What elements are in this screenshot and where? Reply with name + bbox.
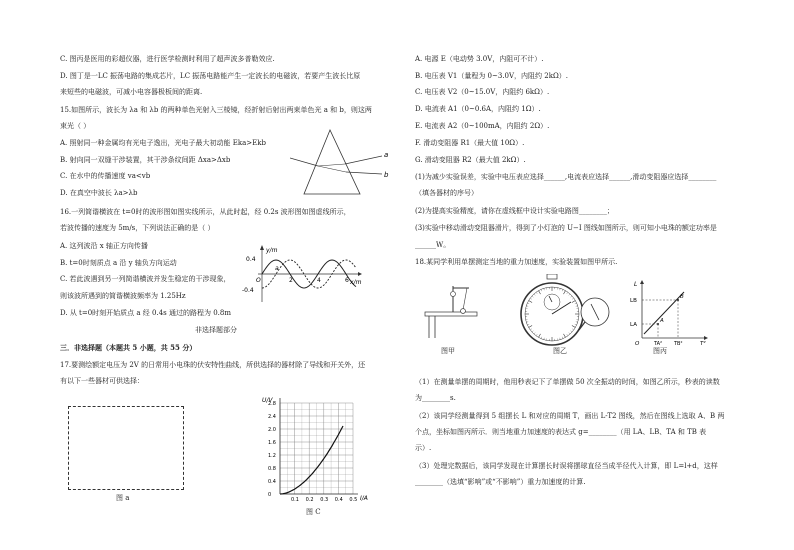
pendulum-bob <box>461 309 466 314</box>
q17-sub1: (1)为减少实验误差，实验中电压表应选择______,电流表应选择______,滑动变阻器应选择________ <box>415 173 717 181</box>
wave-origin: O <box>256 277 261 284</box>
equip-a: A. 电源 E（电动势 3.0V，内阻可不计）. <box>415 55 544 63</box>
ray-b <box>346 172 382 174</box>
equip-b: B. 电压表 V1（量程为 0~3.0V，内阻约 2kΩ）. <box>415 72 569 80</box>
stopwatch-crown <box>547 274 557 279</box>
iv-y-tick: 2.8 <box>268 401 276 407</box>
iv-x-tick: 0.2 <box>305 497 314 503</box>
q17-sub2: (2)为提高实验精度，请你在虚线框中设计实验电路图________； <box>415 207 614 215</box>
q15-stem: 15.如图所示，波长为 λa 和 λb 的两种单色光射入三棱镜，经折射后射出两束单色光 a 和 b，则这两 <box>60 106 372 114</box>
equip-g: G. 滑动变阻器 R2（最大值 2kΩ）. <box>415 156 526 164</box>
lt-line <box>644 292 684 334</box>
q18-sub1: （1）在测量单摆的周期时，他用秒表记下了单摆做 50 次全振动的时间，如图乙所示，秒表的读数 <box>415 378 720 386</box>
q15-option-d: D. 在真空中波长 λa>λb <box>60 189 138 197</box>
q16-stem-cont: 若波传播的速度为 5m/s，下列说法正确的是（ ） <box>60 224 215 232</box>
q18-stem: 18.某同学利用单摆测定当地的重力加速度，实验装置如图甲所示. <box>415 258 618 266</box>
lt-tb: TB² <box>674 341 683 347</box>
lt-lb: LB <box>630 298 637 304</box>
lt-x-label: T² <box>700 341 706 347</box>
lt-la: LA <box>630 322 637 328</box>
iv-graph <box>260 396 370 516</box>
q18-sub3-cont: ________（选填“影响”或“不影响”）重力加速度的计算. <box>415 478 586 486</box>
stopwatch-figure <box>487 274 625 346</box>
equip-d: D. 电流表 A1（0~0.6A，内阻约 1Ω）. <box>415 105 541 113</box>
iv-x-tick: 0.3 <box>320 497 329 503</box>
wave-y-top: 0.4 <box>246 256 256 263</box>
q18-sub3: （3）处理完数据后，该同学发现在计算摆长时误将摆球直径当成半径代入计算，即 L=l+d，这样 <box>415 462 718 470</box>
iv-y-tick: 1.6 <box>268 440 276 446</box>
prism-figure <box>290 128 400 198</box>
wave-tick: 6 <box>345 277 349 284</box>
q15-stem-cont: 束光（ ） <box>60 122 91 130</box>
q16-stem: 16.一列简谐横波在 t=0时的波形图如图实线所示，从此时起，经 0.2s 波形图如图虚线所示， <box>60 208 351 216</box>
fig-a-caption: 图 a <box>116 494 130 502</box>
equip-e: E. 电流表 A2（0~100mA，内阻约 2Ω）. <box>415 122 550 130</box>
fig-jia-caption: 图甲 <box>441 347 455 355</box>
wave-tick: 4 <box>317 277 321 284</box>
prism-triangle <box>304 130 360 194</box>
q15-option-b: B. 射向同一双缝干涉装置，其干涉条纹间距 Δxa>Δxb <box>60 156 231 164</box>
nonchoice-heading: 非选择题部分 <box>195 326 237 334</box>
incident-ray <box>290 158 318 166</box>
lt-origin: O <box>635 341 640 347</box>
iv-y-tick: 0.8 <box>268 466 276 472</box>
q18-sub2-cont: 个点，坐标如图丙所示．则当地重力加速度的表达式 g=________（用 LA、LB、TA 和 TB 表 <box>415 428 707 436</box>
ray-a-label: a <box>384 151 389 159</box>
wave-tick: 2 <box>289 277 293 284</box>
q14-option-c: C. 图丙是医用的彩超仪器，进行医学检测时利用了超声波多普勒效应. <box>60 55 275 63</box>
q18-sub2-end: 示）. <box>415 444 432 452</box>
q15-option-a: A. 照射同一种金属均有光电子逸出，光电子最大初动能 Eka>Ekb <box>60 139 266 147</box>
iv-y-tick: 2.0 <box>268 427 276 433</box>
iv-y-tick: 1.2 <box>268 453 276 459</box>
fig-c-caption: 图 C <box>306 508 321 516</box>
section-3-heading: 三．非选择题（本题共 5 小题，共 55 分） <box>60 343 197 352</box>
lt-y-label: L <box>634 281 638 288</box>
ray-a <box>345 156 382 164</box>
fig-bing-caption: 图丙 <box>653 347 667 355</box>
circuit-design-box <box>68 406 184 490</box>
iv-x-tick: 0.5 <box>349 497 358 503</box>
q18-sub1-cont: 为________s. <box>415 394 456 402</box>
pendulum-string <box>463 288 467 310</box>
lt-point-b: B <box>680 294 684 300</box>
pendulum-figure <box>423 282 483 344</box>
iv-x-tick: 0.1 <box>291 497 299 503</box>
q14-option-d-cont: 来短些的电磁波，可减小电容器极板间的距离. <box>60 88 203 96</box>
iv-y-tick: 0.4 <box>268 479 276 485</box>
wave-figure <box>238 244 368 304</box>
q16-option-c: C. 若此波遇到另一列简谐横波并发生稳定的干涉现象， <box>60 275 231 283</box>
table-top <box>425 312 477 316</box>
wave-y-bottom: -0.4 <box>242 287 254 294</box>
iv-y-label: U/V <box>262 397 273 404</box>
iv-x-label: I/A <box>360 495 368 502</box>
ray-b-label: b <box>384 171 389 179</box>
q17-sub1-cont: （填各器材的序号） <box>415 189 478 197</box>
iv-y-tick: 0 <box>268 492 272 498</box>
q15-option-c: C. 在水中的传播速度 va<vb <box>60 172 151 180</box>
q17-stem-cont: 有以下一些器材可供选择： <box>60 377 144 385</box>
q18-sub2: （2）该同学经测量得到 5 组摆长 L 和对应的周期 T，画出 L-T2 图线，然后在图线上选取 A、B 两 <box>415 412 725 420</box>
wave-y-label: y/m <box>266 247 278 254</box>
q16-option-b: B. t=0时刻质点 a 沿 y 轴负方向运动 <box>60 259 177 267</box>
q17-stem: 17.要测绘额定电压为 2V 的日常用小电珠的伏安特性曲线，所供选择的器材除了导线和开关外，还 <box>60 361 366 369</box>
equip-f: F. 滑动变阻器 R1（最大值 10Ω）. <box>415 139 525 147</box>
l-t2-graph <box>630 278 710 348</box>
lt-point-a: A <box>660 318 664 324</box>
q17-sub3-cont: ______W。 <box>415 241 451 249</box>
iv-curve <box>280 426 343 494</box>
q16-option-a: A. 这列波沿 x 轴正方向传播 <box>60 242 148 250</box>
q17-sub3: (3)实验中移动滑动变阻器滑片，得到了小灯泡的 U−I 图线如图所示，则可知小电珠的额定功率是 <box>415 224 717 232</box>
q16-option-c-cont: 则该波所遇到的简谐横波频率为 1.25Hz <box>60 292 186 300</box>
wave-point-a: a <box>275 265 279 272</box>
q14-option-d: D. 图丁是一LC 振荡电路的集成芯片，LC 振荡电路能产生一定波长的电磁波，若要产生波长比原 <box>60 72 361 80</box>
wave-x-label: x/m <box>350 279 362 286</box>
fig-yi-caption: 图乙 <box>553 347 567 355</box>
q16-option-d: D. 从 t=0时刻开始质点 a 经 0.4s 通过的路程为 0.8m <box>60 309 231 317</box>
lt-ta: TA² <box>654 341 663 347</box>
equip-c: C. 电压表 V2（0~15.0V，内阻约 6kΩ）. <box>415 88 550 96</box>
iv-x-tick: 0.4 <box>334 497 343 503</box>
iv-y-tick: 2.4 <box>268 414 276 420</box>
